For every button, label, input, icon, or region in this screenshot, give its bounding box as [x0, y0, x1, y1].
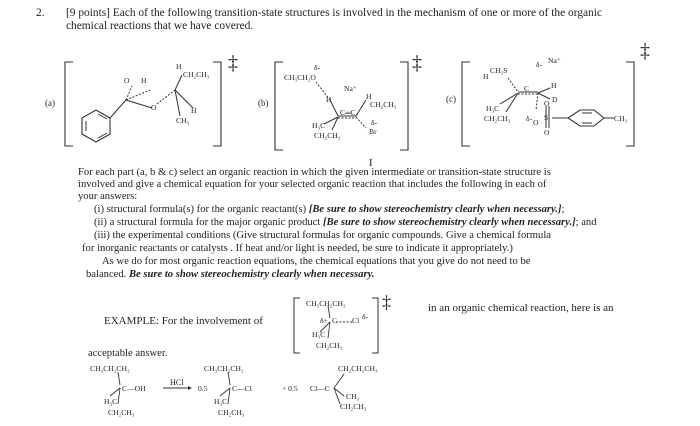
example-ethyl: CH₂CH₃	[316, 341, 343, 350]
instructions-line2: involved and give a chemical equation for your selected organic reaction that includes the following in each of	[78, 179, 547, 190]
structure-a-ts-mark: ‡	[228, 52, 238, 74]
structure-b-ethyl: CH₂CH₃	[370, 100, 397, 109]
structure-a-methyl: CH₃	[176, 116, 190, 125]
structure-c-deuterium: D	[552, 95, 558, 104]
note-emphasis: Be sure to show stereochemistry clearly when necessary.	[128, 269, 375, 280]
example-delta-minus: δ-	[362, 312, 369, 321]
structure-b-hydrogen2: H	[366, 92, 372, 101]
example-methyl: H₃C	[312, 330, 326, 339]
structure-c-sodium: Na⁺	[548, 56, 561, 65]
product1-chloride: C—Cl	[232, 384, 252, 393]
structure-a-oxygen1: O	[124, 76, 130, 85]
item1-emphasis: [Be sure to show stereochemistry clearly when necessary.]	[308, 204, 562, 215]
structure-c-delta2: δ-	[526, 114, 533, 123]
item2-prefix: (ii) a structural formula for the major organic product	[94, 217, 323, 228]
structure-b-double-bond: C═C	[340, 108, 356, 117]
structure-c-hydrogen2: H	[551, 81, 557, 90]
plus-coefficient: + 0.5	[282, 384, 298, 393]
instructions-note-line1: As we do for most organic reaction equations, the chemical equations that you give do not need to be	[102, 256, 531, 267]
instructions-line1: For each part (a, b & c) select an organic reaction in which the given intermediate or transition-state structure is	[78, 167, 551, 178]
instructions-line3: your answers:	[78, 191, 138, 202]
structure-c-methyl-ring: CH₃	[614, 114, 628, 123]
product1-coefficient: 0.5	[198, 384, 208, 393]
product2-chloride: Cl—C	[310, 384, 330, 393]
structure-c-oxygen-left: O	[533, 118, 539, 127]
product1-propyl: CH₃CH₂CH₂	[204, 364, 244, 373]
product1-methyl: H₃C	[214, 397, 228, 406]
reactant-propyl: CH₃CH₂CH₂	[90, 364, 130, 373]
structure-b-hydrogen1: H	[326, 95, 332, 104]
product2-propyl: CH₂CH₂CH₃	[338, 364, 378, 373]
roman-mark: I	[369, 158, 373, 169]
structure-c-oxygen-top: O	[544, 99, 550, 108]
structure-a-hydrogen1: H	[141, 76, 147, 85]
note-prefix: balanced.	[86, 269, 129, 280]
instructions-item3-line1: (iii) the experimental conditions (Give structural formulas for organic compounds. Give a chemical formula	[94, 230, 551, 241]
reactant-hydroxyl: C—OH	[122, 384, 146, 393]
structure-a-oxygen2: O	[151, 103, 157, 112]
question-number: 2.	[36, 7, 45, 19]
example-label: EXAMPLE: For the involvement of	[104, 315, 263, 327]
product2-ethyl: CH₂CH₃	[340, 402, 367, 411]
question-header-line2: chemical reactions that we have covered.	[66, 20, 254, 32]
structure-b-label: (b)	[258, 98, 269, 108]
structure-a-hydrogen-top: H	[176, 62, 182, 71]
structure-c-ts-mark: ‡	[640, 40, 650, 62]
example-chlorine: Cl	[352, 316, 360, 325]
structure-b-bromine: Br	[369, 127, 377, 136]
structure-b-delta1: δ-	[314, 63, 321, 72]
structure-a-label: (a)	[45, 98, 55, 108]
structure-b-ts-mark: ‡	[412, 52, 422, 74]
item1-suffix: ;	[561, 204, 565, 215]
structure-b-ethoxide: CH₃CH₂O	[284, 73, 316, 82]
answer-label: acceptable answer.	[88, 348, 168, 359]
structure-c-methyl: H₃C	[486, 104, 500, 113]
structure-b-ethyl-bottom: CH₂CH₃	[314, 131, 341, 140]
product1-ethyl: CH₂CH₃	[218, 408, 245, 417]
question-header-line1: [9 points] Each of the following transition-state structures is involved in the mechanism of one or more of the organic	[66, 7, 602, 19]
product2-methyl: CH₃	[346, 392, 360, 401]
structure-a-hydrogen-right: H	[191, 106, 197, 115]
structure-c-ethyl: CH₂CH₃	[484, 114, 511, 123]
structure-b-sodium: Na⁺	[344, 84, 357, 93]
reactant-ethyl: CH₂CH₃	[108, 408, 135, 417]
example-carbon: C	[332, 316, 338, 325]
structure-c-oxygen-bottom: O	[544, 128, 550, 137]
item1-prefix: (i) structural formula(s) for the organic reactant(s)	[94, 204, 309, 215]
structure-c-delta: δ-	[536, 60, 543, 69]
reagent-hcl: HCl	[170, 378, 184, 387]
example-suffix: in an organic chemical reaction, here is an	[428, 302, 614, 314]
structure-c-hydrogen: H	[483, 72, 489, 81]
item2-emphasis: [Be sure to show stereochemistry clearly when necessary.]	[322, 217, 576, 228]
example-delta-plus: δ+	[320, 316, 328, 325]
structure-b-delta2: δ-	[371, 118, 378, 127]
structure-c-carbon: C	[524, 84, 530, 93]
reactant-methyl: H₃C	[104, 397, 118, 406]
item2-suffix: ; and	[575, 217, 597, 228]
structure-a-ethyl: CH₂CH₃	[183, 70, 210, 79]
example-ts-mark: ‡	[382, 292, 391, 312]
structure-c-sulfur: S	[544, 113, 549, 122]
example-propyl: CH₃CH₂CH₂	[306, 299, 346, 308]
instructions-item3-line2: for inorganic reactants or catalysts . If heat and/or light is needed, be sure to indicate it appropriately.)	[82, 243, 513, 254]
structure-c-methylthio: CH₃S	[490, 66, 508, 75]
structure-c-label: (c)	[446, 94, 456, 104]
structure-b-methyl: H₃C	[312, 121, 326, 130]
